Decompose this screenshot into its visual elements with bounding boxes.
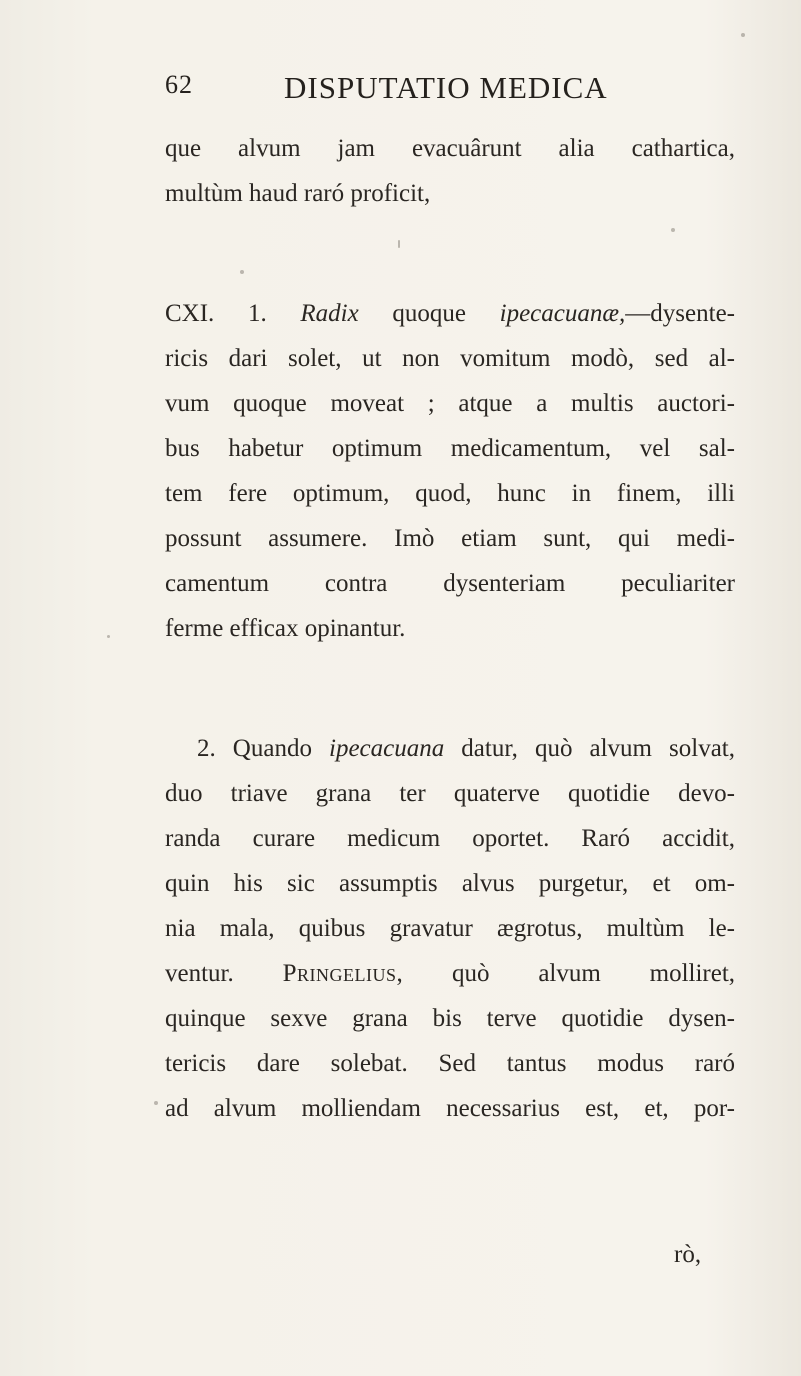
term-ipecacuana: ipecacuana bbox=[329, 735, 445, 762]
text-line bbox=[165, 726, 735, 771]
line-start: ventur. bbox=[165, 960, 234, 987]
line-rest: quò alvum molliret, bbox=[452, 960, 736, 987]
running-head bbox=[165, 70, 635, 110]
line-rest: —dysente- bbox=[625, 300, 735, 327]
text-line: quin his sic assumptis alvus purgetur, et om- bbox=[165, 870, 735, 897]
word-quoque: quoque bbox=[392, 300, 466, 327]
paper-speck bbox=[154, 1101, 158, 1105]
page-number: 62 bbox=[165, 70, 193, 99]
text-line: ad alvum molliendam necessarius est, et, por- bbox=[165, 1095, 735, 1122]
term-radix: Radix bbox=[300, 300, 359, 327]
line-rest: datur, quò alvum solvat, bbox=[461, 735, 735, 762]
text-line bbox=[165, 951, 735, 996]
paragraph-gap bbox=[165, 216, 735, 291]
catchword: rò, bbox=[674, 1241, 702, 1268]
text-line: que alvum jam evacuârunt alia cathartica, bbox=[165, 135, 735, 162]
text-line: duo triave grana ter quaterve quotidie devo- bbox=[165, 780, 735, 807]
paper-speck bbox=[240, 270, 244, 274]
text-line: nia mala, quibus gravatur ægrotus, multùm le- bbox=[165, 915, 735, 942]
paper-speck bbox=[107, 635, 110, 638]
text-line: vum quoque moveat ; atque a multis auctori- bbox=[165, 390, 735, 417]
paper-speck bbox=[671, 228, 675, 232]
text-line: possunt assumere. Imò etiam sunt, qui medi- bbox=[165, 525, 735, 552]
text-line: camentum contra dysenteriam peculiariter bbox=[165, 570, 735, 597]
section-number: CXI. 1. bbox=[165, 300, 267, 327]
author-name-pringelius: Pringelius, bbox=[282, 960, 404, 987]
text-line: multùm haud raró proficit, bbox=[165, 180, 431, 207]
main-text bbox=[165, 126, 735, 1131]
text-line: quinque sexve grana bis terve quotidie dysen- bbox=[165, 1005, 735, 1032]
paper-speck bbox=[741, 33, 745, 37]
line-start: 2. Quando bbox=[197, 735, 312, 762]
paper-speck bbox=[398, 240, 400, 248]
paragraph-gap bbox=[165, 651, 735, 726]
text-line: ricis dari solet, ut non vomitum modò, sed al- bbox=[165, 345, 735, 372]
term-ipecacuanae: ipecacuanæ, bbox=[499, 300, 626, 327]
text-line: ferme efficax opinantur. bbox=[165, 615, 406, 642]
text-line: tem fere optimum, quod, hunc in finem, illi bbox=[165, 480, 735, 507]
text-line: bus habetur optimum medicamentum, vel sal- bbox=[165, 435, 735, 462]
text-line: randa curare medicum oportet. Raró accidit, bbox=[165, 825, 735, 852]
text-line bbox=[165, 291, 735, 336]
running-title: DISPUTATIO MEDICA bbox=[284, 70, 608, 105]
text-line: tericis dare solebat. Sed tantus modus raró bbox=[165, 1050, 735, 1077]
